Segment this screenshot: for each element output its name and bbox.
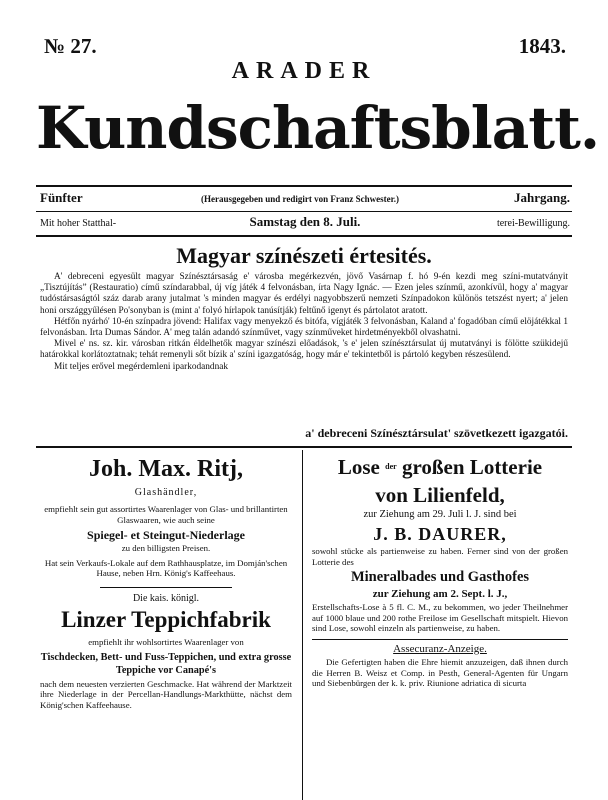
- ad-text: empfiehlt ihr wohlsortirtes Waarenlager von: [88, 636, 244, 647]
- lottery-place: von Lilienfeld,: [375, 483, 505, 507]
- ad-text: empfiehlt sein gut assortirtes Waarenlager von Glas- und brillantirten Glaswaaren, wie auch seine: [44, 504, 288, 525]
- merchant-name: Joh. Max. Ritj,: [89, 456, 243, 482]
- ad-text: zur Ziehung am 29. Juli l. J. sind bei: [363, 509, 517, 520]
- ad-separator: [312, 639, 568, 640]
- insurance-heading: Assecuranz-Anzeige.: [393, 642, 487, 655]
- factory-name: Linzer Teppichfabrik: [61, 606, 271, 632]
- dealer-name: J. B. DAURER,: [373, 524, 507, 544]
- permit-left: Mit hoher Statthal-: [40, 218, 117, 229]
- ad-text: Die Gefertigten haben die Ehre hiemit anzuzeigen, daß ihnen durch die Herren B. Weisz et Comp. in Pesth, General-Agenten für Ungarn und Siebenbürgen der k. k. priv. Riunione adriatica di sicurta: [312, 656, 568, 689]
- ad-intro: Die kais. königl.: [132, 592, 200, 604]
- notice-signature: a' debreceni Színésztársulat' szövetkezett igazgatói.: [305, 426, 568, 440]
- ad-separator: [100, 587, 232, 588]
- publisher-line: (Herausgegeben und redigirt von Franz Schwester.): [201, 194, 399, 204]
- draw-date: zur Ziehung am 2. Sept. l. J.,: [372, 588, 508, 601]
- lottery-heading-der: der: [385, 462, 397, 471]
- issue-year: 1843.: [518, 34, 566, 58]
- lottery-heading-2: Mineralbades und Gasthofes: [350, 569, 530, 586]
- lottery-heading: [312, 452, 568, 482]
- ad-text: sowohl stücke als partienweise zu haben. Ferner sind von der großen Lotterie des: [312, 546, 568, 567]
- lottery-heading-a: Lose: [337, 455, 380, 479]
- newspaper-title: Kundschaftsblatt.: [36, 94, 600, 162]
- rule-bottom: [36, 235, 572, 237]
- merchant-trade: Glashändler,: [134, 487, 198, 498]
- rule-mid: [36, 211, 572, 212]
- permit-right: terei-Bewilligung.: [496, 218, 570, 229]
- rule-section: [36, 446, 572, 448]
- notice-paragraph: Mit teljes erővel megérdemleni iparkodandnak: [54, 361, 228, 372]
- right-column: [312, 452, 568, 689]
- column-divider: [302, 450, 303, 800]
- notice-paragraph: Mivel e' ns. sz. kir. városban ritkán éldelhetők magyar színészi előadások, 's e' jelen színésztársulat új mutatványi is fölötte szükidejű határokkal korlátoztatnak; tehát remenyli sőt bízik a' színi igazgatóság, hogy már e' tekintetből is pártoló kegyben részesülend.: [40, 339, 568, 361]
- ad-bold-line: Spiegel- et Steingut-Niederlage: [87, 528, 245, 543]
- notice-heading: Magyar színészeti értesités.: [176, 243, 432, 268]
- ad-text: nach dem neuesten verzierten Geschmacke. Hat während der Marktzeit ihre Niederlage in der Percellan-Handlungs-Markthütte, nächst dem König'schen Kaffeehause.: [40, 678, 292, 710]
- year-word: Jahrgang.: [514, 190, 570, 205]
- ad-text: zu den billigsten Preisen.: [121, 543, 211, 554]
- ad-text: Hat sein Verkaufs-Lokale auf dem Rathhausplatze, im Domján'schen Hause, neben Hrn. König's Kaffeehaus.: [44, 557, 288, 579]
- issue-number: № 27.: [44, 34, 97, 58]
- lottery-heading-b: großen Lotterie: [401, 455, 543, 479]
- notice-paragraph: A' debreceni egyesült magyar Színésztársaság e' városba megérkezvén, jövő Vasárnap f. hó 9-én kezdi meg színi-mutatványit „Tisztújítás” (Restauratio) című színdarabbal, új víg játék 4 felvonásban, írta Nagy Ignác. — Ezen jeles színmű, azonkívül, hogy a' magyar tudóstársaságtól száz darab arany jutalmat 's minden magyar és erdélyi nagyobbszerű nemzeti Színpadokon különös tetszést nyert; a' jelen honi országgyűlésen Po'sonyban is (mint a' folyó hírlapok tanúsítják) feltűnő igenyt és pártolatot aratott.: [40, 272, 568, 316]
- ad-bold-line: Tischdecken, Bett- und Fuss-Teppichen, und extra grosse Teppiche vor Canapé's: [40, 651, 292, 676]
- city-name: ARADER: [231, 58, 377, 84]
- notice-paragraph: Hétfőn nyárhó' 10-én színpadra jövend: Halifax vagy menyekző és bitófa, vígjáték 3 felvonásban, Kaland a' fogadóban című elöjátékkal 1 felvonásban. Irta Dumas Sándor. A' meg talán adandó színművet, vagy színműveket hirdetményekből olvashatni.: [40, 316, 568, 339]
- left-column: [40, 452, 292, 710]
- ad-text: Erstellschafts-Lose à 5 fl. C. M., zu bekommen, wo jeder Theilnehmer auf 1000 blaue und 200 rothe Freilose im Gesellschaft mitspielt. Hievon sind Lose, sowohl einzeln als partienweise, zu haben.: [312, 602, 568, 634]
- volume-word: Fünfter: [40, 190, 83, 205]
- issue-date: Samstag den 8. Juli.: [249, 214, 361, 229]
- notice-body: [40, 272, 568, 373]
- rule-top: [36, 185, 572, 187]
